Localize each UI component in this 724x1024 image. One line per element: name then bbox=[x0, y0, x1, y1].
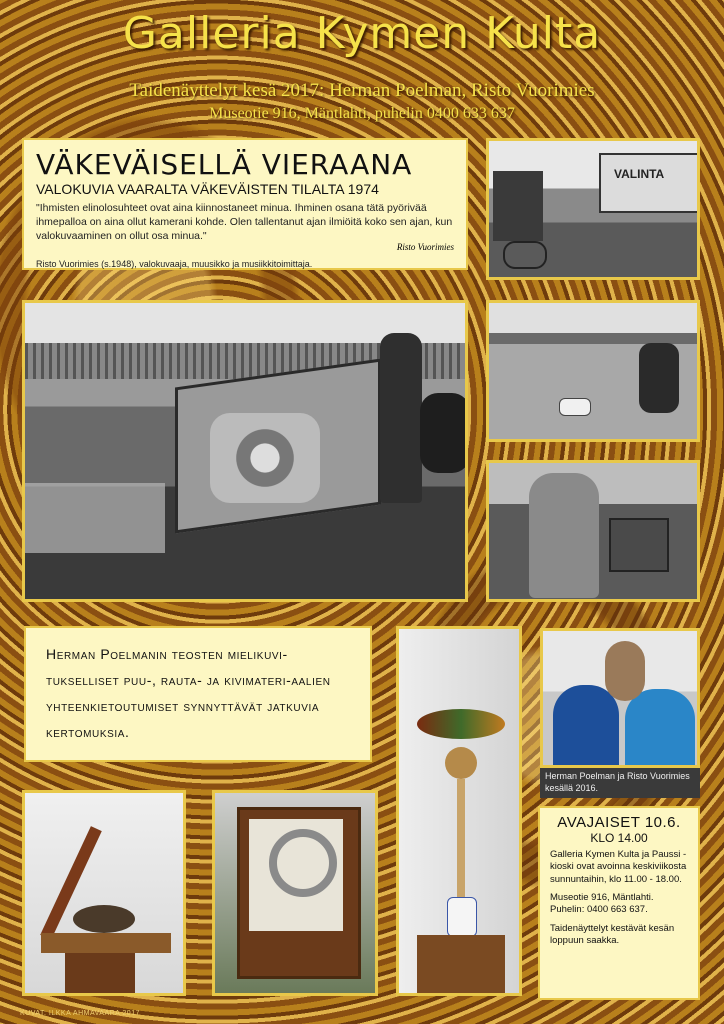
portrait-caption: Herman Poelman ja Risto Vuorimies kesällä 2016. bbox=[540, 768, 700, 798]
sculpture-ball bbox=[445, 747, 477, 779]
poster-title: Galleria Kymen Kulta bbox=[122, 8, 602, 59]
photo-credit: KUVAT: ILKKA AHMAVAARA 2017 bbox=[20, 1010, 140, 1017]
intro-subheading: VALOKUVIA VAARALTA VÄKEVÄISTEN TILALTA 1974 bbox=[36, 181, 379, 197]
opening-hours: Galleria Kymen Kulta ja Paussi -kioski ovat avoinna keskiviikosta sunnuntaihin, klo 11.00 - 18.00. bbox=[550, 849, 687, 885]
stones-pile bbox=[210, 413, 320, 503]
woman-figure bbox=[529, 473, 599, 598]
van-sign: VALINTA bbox=[614, 167, 665, 181]
poster-address: Museotie 916, Mäntlahti, puhelin 0400 633 637 bbox=[209, 105, 515, 122]
stone-shape bbox=[73, 905, 135, 933]
photo-woman-cleaning-fish bbox=[486, 460, 700, 602]
man-left bbox=[553, 685, 619, 768]
van-shape bbox=[599, 153, 699, 213]
opening-address: Museotie 916, Mäntlahti. Puhelin: 0400 663 637. bbox=[550, 892, 654, 916]
herman-text: Herman Poelmanin teosten mielikuvi-tukselliset puu-, rauta- ja kivimateri-aalien yhteenkietoutumiset synnyttävät jatkuvia kertomuksia. bbox=[46, 646, 331, 740]
stump-base bbox=[65, 953, 135, 996]
intro-heading: VÄKEVÄISELLÄ VIERAANA bbox=[36, 148, 413, 181]
intro-quote: "Ihmisten elinolosuhteet ovat aina kiinnostaneet minua. Ihminen osana tätä pyörivää ihmepalloa on aina ollut kamerani kohde. Olen tallentanut ajan ilmiöitä koko sen ajan, kun valokuvaaminen on ollut osa minua." bbox=[36, 202, 453, 243]
photo-sculpture-box bbox=[212, 790, 378, 996]
intro-panel bbox=[22, 138, 468, 270]
photo-sculpture-axe bbox=[22, 790, 186, 996]
poster-subtitle: Taidenäyttelyt kesä 2017: Herman Poelman, Risto Vuorimies bbox=[129, 80, 595, 101]
woman-back bbox=[605, 641, 645, 701]
quote-author: Risto Vuorimies bbox=[396, 241, 454, 252]
bicycle-shape bbox=[503, 241, 547, 269]
crate-shape bbox=[609, 518, 669, 572]
photo-sculpture-pole bbox=[396, 626, 522, 996]
person-bending bbox=[639, 343, 679, 413]
photo-field-dog bbox=[486, 300, 700, 442]
sculpture-top bbox=[417, 709, 505, 739]
photo-artists-portrait bbox=[540, 628, 700, 768]
tractor-wheel bbox=[420, 393, 468, 473]
photographer-bio: Risto Vuorimies (s.1948), valokuvaaja, muusikko ja musiikkitoimittaja. bbox=[36, 258, 313, 269]
opening-time: KLO 14.00 bbox=[590, 831, 648, 845]
sculpture-vase bbox=[447, 897, 477, 937]
dog-shape bbox=[559, 398, 591, 416]
sculpture-stump bbox=[417, 935, 505, 995]
photo-stone-cart bbox=[22, 300, 468, 602]
water-puddle bbox=[25, 483, 165, 553]
shed-shape bbox=[493, 171, 543, 241]
herman-description bbox=[24, 626, 372, 762]
sculpture-pole bbox=[457, 779, 465, 899]
wreath-shape bbox=[269, 829, 337, 897]
man-figure bbox=[380, 333, 422, 503]
opening-info-panel bbox=[538, 806, 700, 1000]
opening-title: AVAJAISET 10.6. bbox=[557, 814, 681, 831]
wood-base bbox=[41, 933, 171, 953]
man-right bbox=[625, 689, 695, 768]
photo-van-cyclist bbox=[486, 138, 700, 280]
opening-duration: Taidenäyttelyt kestävät kesän loppuun saakka. bbox=[550, 922, 675, 947]
